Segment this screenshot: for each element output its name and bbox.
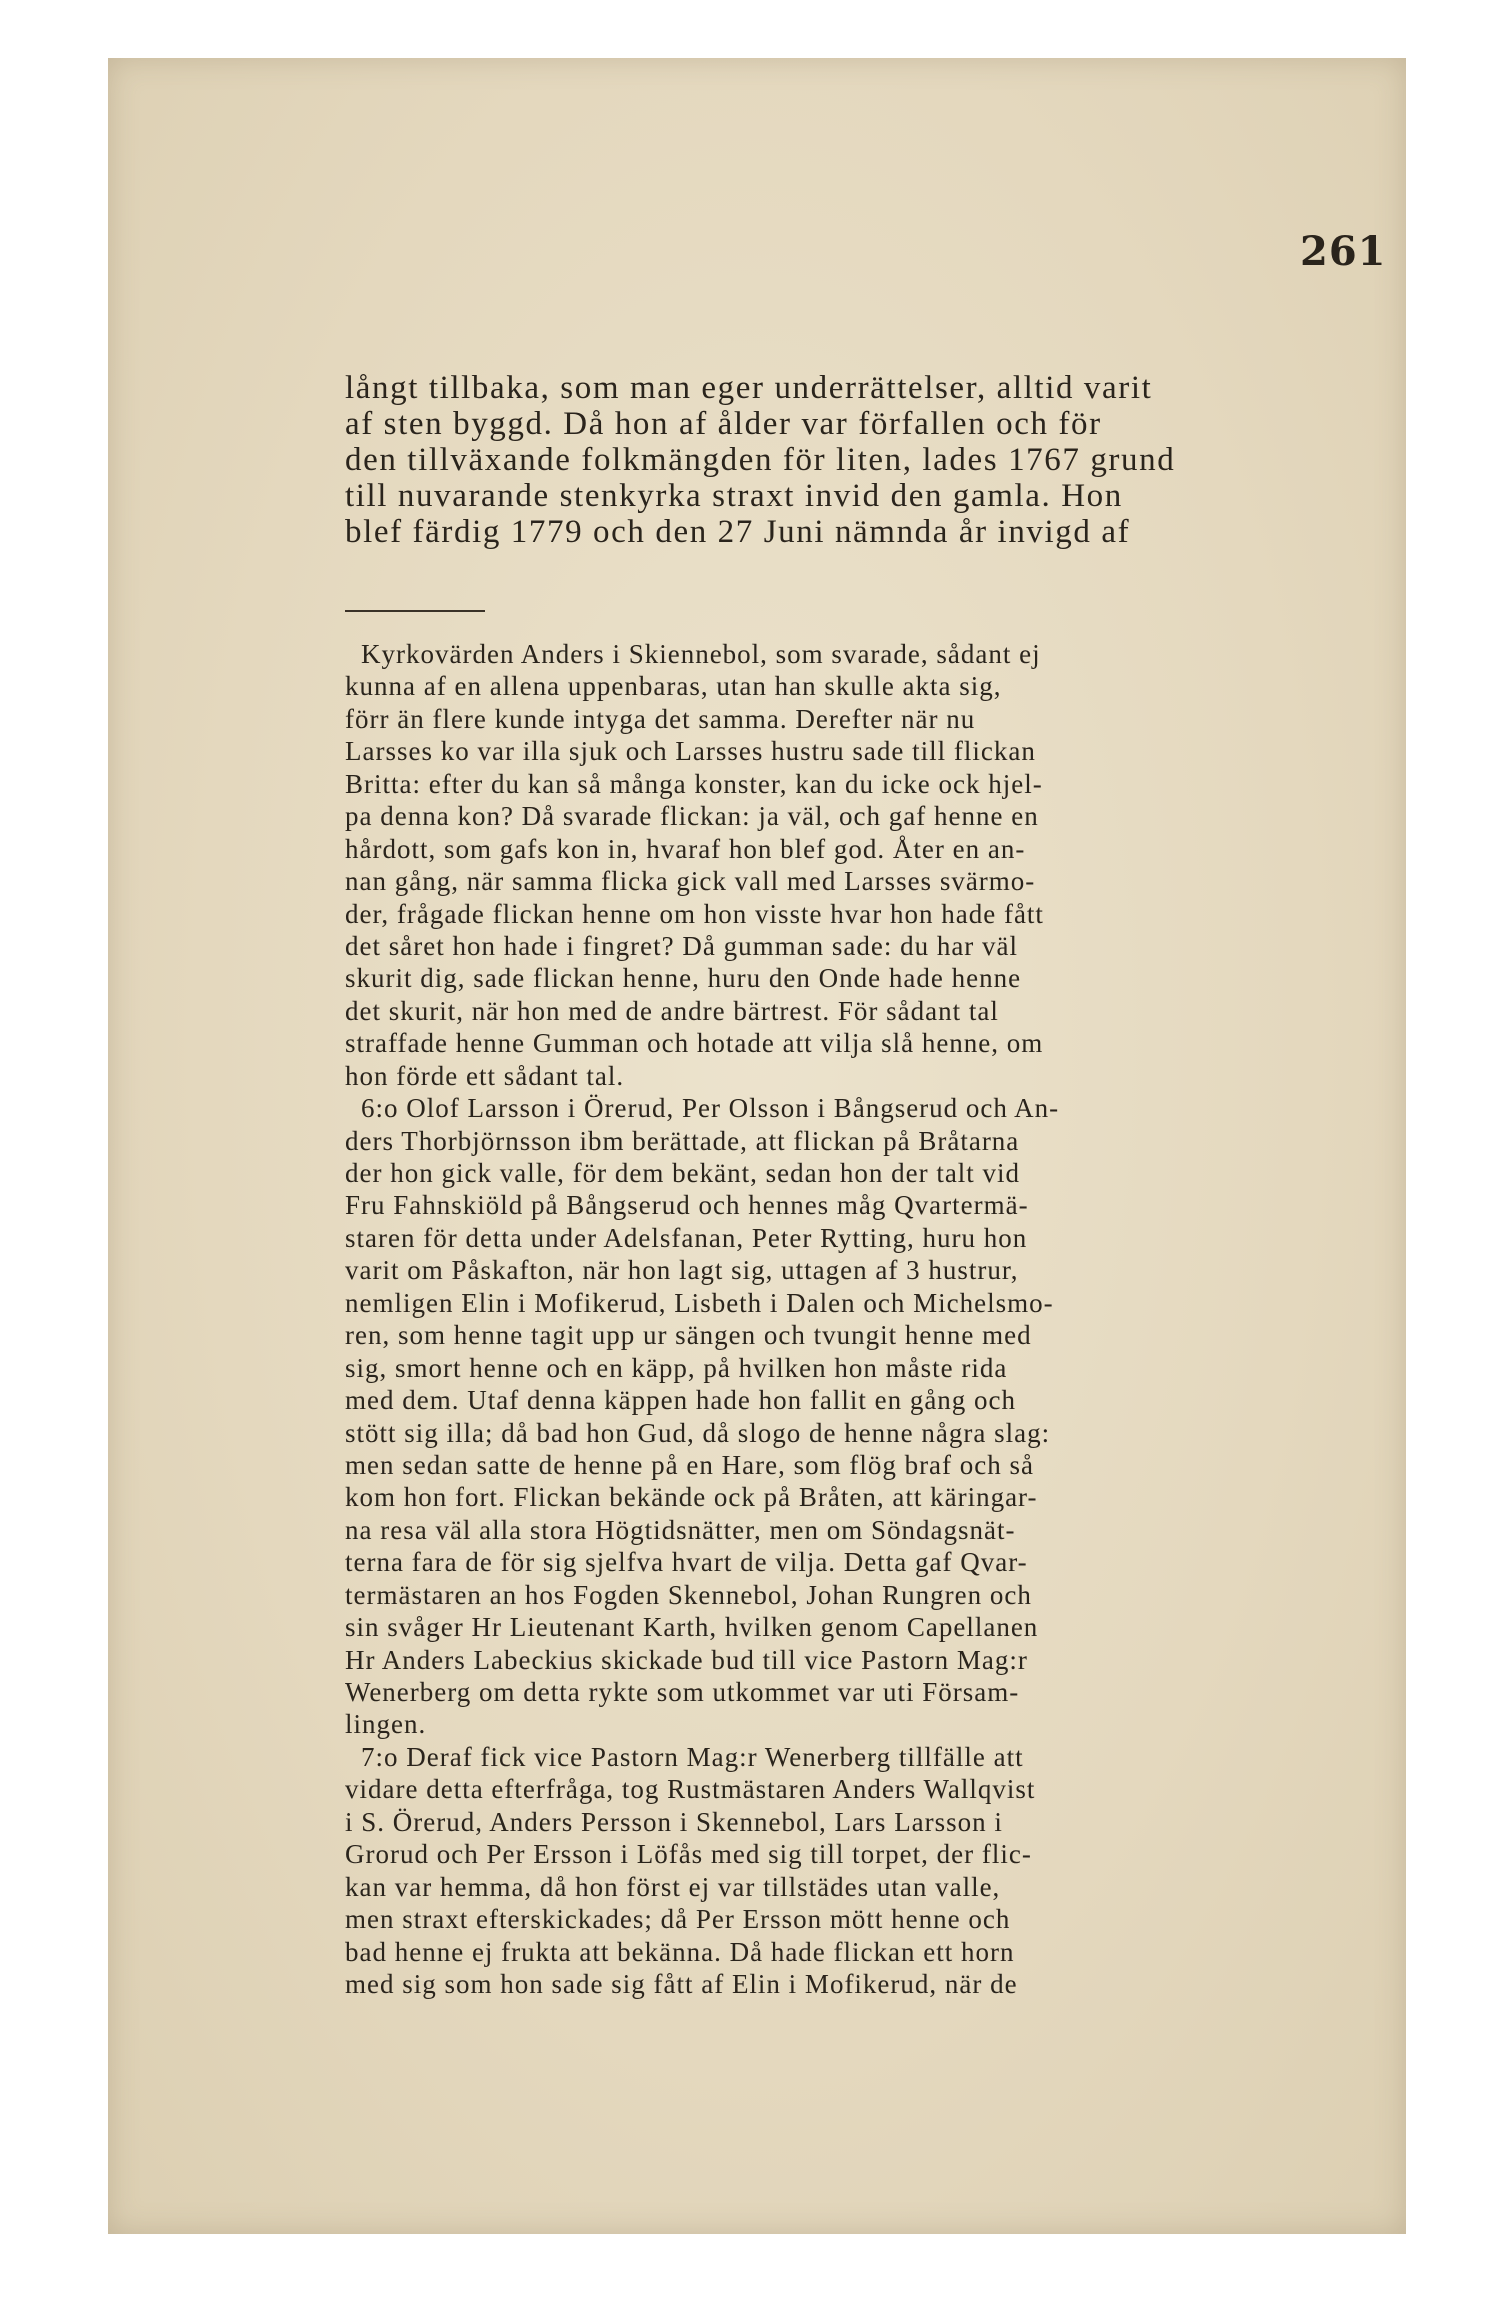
body-text-line: nan gång, när samma flicka gick vall med Larsses svärmo- <box>345 866 1036 897</box>
body-text <box>345 638 1385 2000</box>
body-text-line: der, frågade flickan henne om hon visste hvar hon hade fått <box>345 898 1044 929</box>
body-text-line: terna fara de för sig sjelfva hvart de vilja. Detta gaf Qvar- <box>345 1547 1028 1578</box>
body-text-line: pa denna kon? Då svarade flickan: ja väl, och gaf henne en <box>345 801 1039 832</box>
body-text-line: na resa väl alla stora Högtidsnätter, men om Söndagsnät- <box>345 1514 1016 1545</box>
page-number: 261 <box>1300 228 1387 275</box>
body-text-line: kom hon fort. Flickan bekände ock på Bråten, att käringar- <box>345 1482 1038 1513</box>
body-text-line: Britta: efter du kan så många konster, kan du icke ock hjel- <box>345 768 1043 799</box>
body-text-line: Hr Anders Labeckius skickade bud till vice Pastorn Mag:r <box>345 1644 1028 1675</box>
body-text-line: kunna af en allena uppenbaras, utan han skulle akta sig, <box>345 671 1002 702</box>
body-text-line: hon förde ett sådant tal. <box>345 1060 625 1091</box>
body-text-line: Larsses ko var illa sjuk och Larsses hustru sade till flickan <box>345 736 1036 767</box>
body-text-line: der hon gick valle, för dem bekänt, sedan hon der talt vid <box>345 1158 1021 1188</box>
body-text-line: 7:o Deraf fick vice Pastorn Mag:r Wenerberg tillfälle att <box>361 1741 1024 1772</box>
body-text-line: bad henne ej frukta att bekänna. Då hade flickan ett horn <box>345 1936 1015 1967</box>
body-text-line: det skurit, när hon med de andre bärtrest. För sådant tal <box>345 995 999 1026</box>
body-text-line: Fru Fahnskiöld på Bångserud och hennes måg Qvartermä- <box>345 1190 1029 1221</box>
body-text-line: 6:o Olof Larsson i Örerud, Per Olsson i Bångserud och An- <box>361 1093 1060 1124</box>
book-page <box>108 58 1406 2234</box>
section-divider <box>345 610 485 612</box>
body-text-line: men straxt efterskickades; då Per Ersson mött henne och <box>345 1904 1011 1935</box>
body-text-line: i S. Örerud, Anders Persson i Skennebol, Lars Larsson i <box>345 1806 1003 1837</box>
body-text-line: skurit dig, sade flickan henne, huru den Onde hade henne <box>345 963 1022 994</box>
body-text-line: Wenerberg om detta rykte som utkommet var uti Försam- <box>345 1677 1020 1707</box>
main-text-line: den tillväxande folkmängden för liten, lades 1767 grund <box>345 442 1176 478</box>
body-text-line: kan var hemma, då hon först ej var tillstädes utan valle, <box>345 1871 1001 1902</box>
body-text-line: hårdott, som gafs kon in, hvaraf hon blef god. Åter en an- <box>345 833 1026 864</box>
main-text-line: blef färdig 1779 och den 27 Juni nämnda år invigd af <box>345 514 1131 550</box>
body-text-line: varit om Påskafton, när hon lagt sig, uttagen af 3 hustrur, <box>345 1255 1019 1286</box>
body-text-line: Kyrkovärden Anders i Skiennebol, som svarade, sådant ej <box>361 639 1041 669</box>
body-text-line: sin svåger Hr Lieutenant Karth, hvilken genom Capellanen <box>345 1612 1039 1643</box>
body-text-line: termästaren an hos Fogden Skennebol, Johan Rungren och <box>345 1579 1032 1610</box>
body-text-line: vidare detta efterfråga, tog Rustmästaren Anders Wallqvist <box>345 1774 1036 1805</box>
body-text-line: med dem. Utaf denna käppen hade hon fallit en gång och <box>345 1385 1017 1416</box>
main-text-line: långt tillbaka, som man eger underrättelser, alltid varit <box>345 370 1153 406</box>
body-text-line: nemligen Elin i Mofikerud, Lisbeth i Dalen och Michelsmo- <box>345 1287 1054 1318</box>
body-text-line: lingen. <box>345 1709 427 1740</box>
main-text-line: till nuvarande stenkyrka straxt invid den gamla. Hon <box>345 478 1123 514</box>
body-text-line: ders Thorbjörnsson ibm berättade, att flickan på Bråtarna <box>345 1125 1020 1156</box>
body-text-line: stött sig illa; då bad hon Gud, då slogo de henne några slag: <box>345 1417 1051 1448</box>
body-text-line: staren för detta under Adelsfanan, Peter Rytting, huru hon <box>345 1222 1028 1253</box>
main-text-line: af sten byggd. Då hon af ålder var förfallen och för <box>345 406 1102 442</box>
body-text-line: förr än flere kunde intyga det samma. Derefter när nu <box>345 703 976 734</box>
body-text-line: ren, som henne tagit upp ur sängen och tvungit henne med <box>345 1320 1032 1351</box>
body-text-line: straffade henne Gumman och hotade att vilja slå henne, om <box>345 1028 1044 1059</box>
main-text <box>345 370 1385 550</box>
body-text-line: sig, smort henne och en käpp, på hvilken hon måste rida <box>345 1352 1008 1383</box>
body-text-line: med sig som hon sade sig fått af Elin i Mofikerud, när de <box>345 1968 1018 1999</box>
body-text-line: men sedan satte de henne på en Hare, som flög braf och så <box>345 1449 1035 1480</box>
body-text-line: Grorud och Per Ersson i Löfås med sig till torpet, der flic- <box>345 1839 1032 1870</box>
body-text-line: det såret hon hade i fingret? Då gumman sade: du har väl <box>345 930 1019 961</box>
